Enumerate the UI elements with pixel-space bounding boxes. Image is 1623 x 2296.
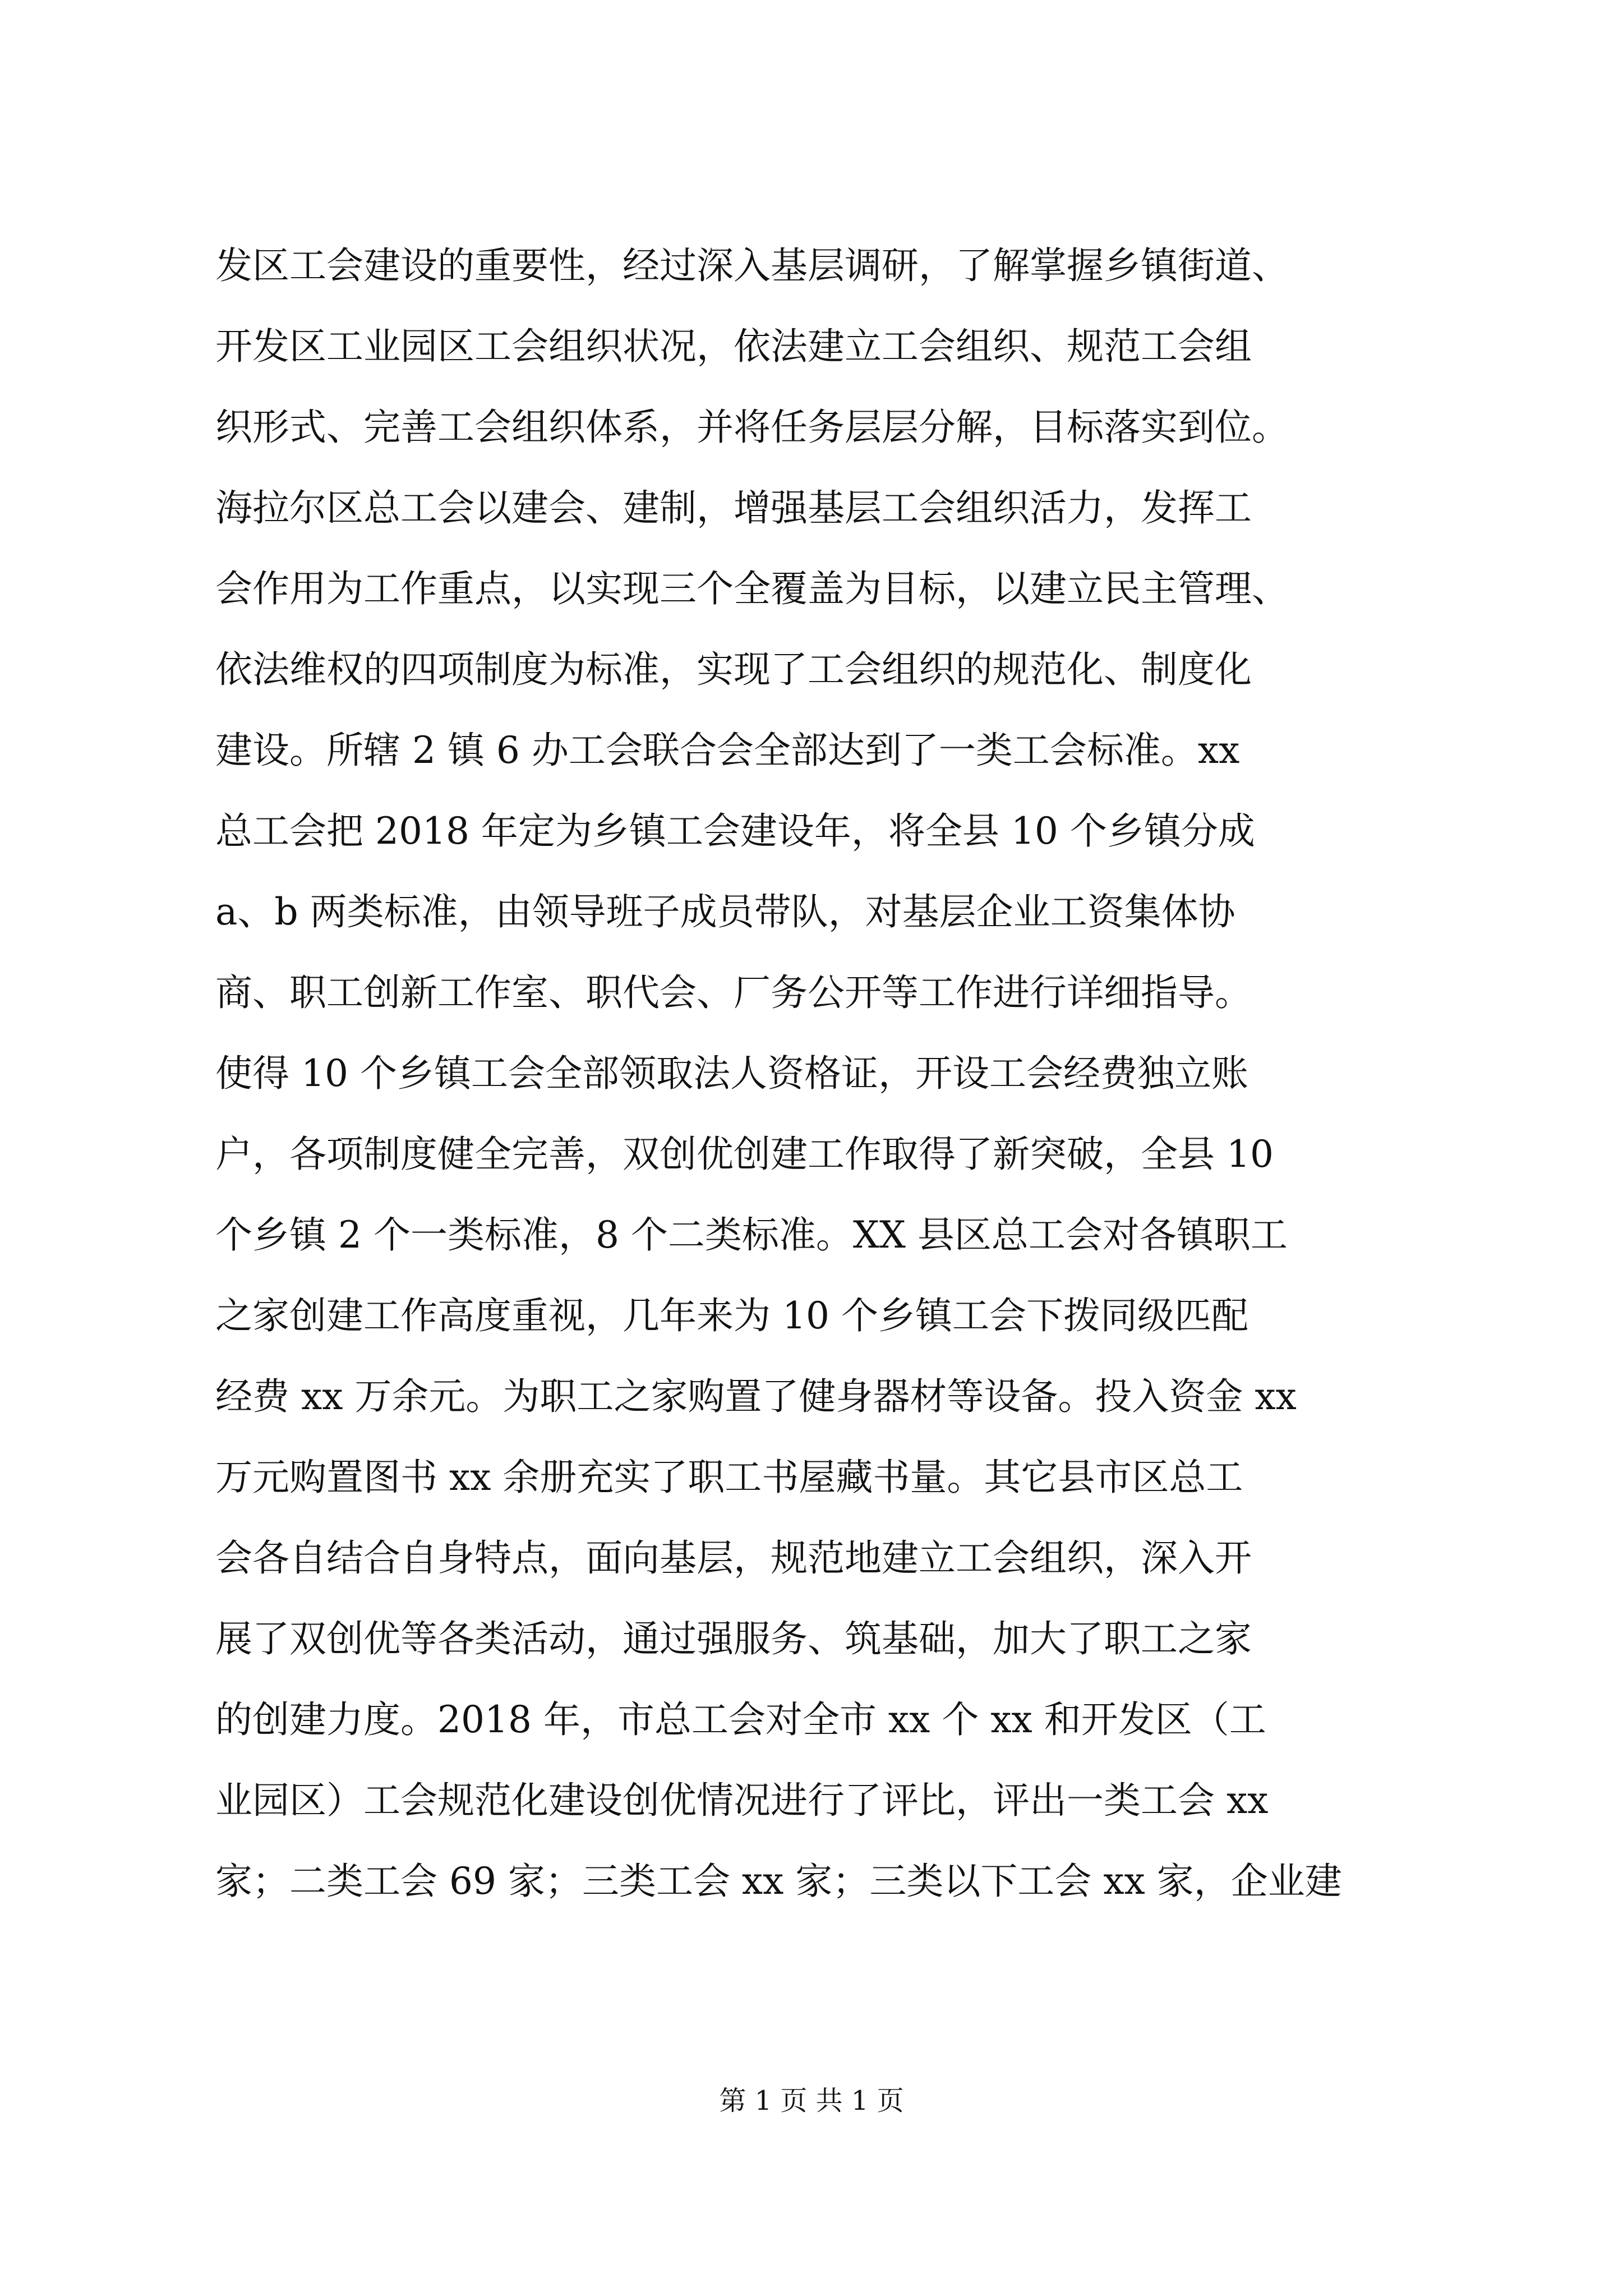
text-line: 家；二类工会 69 家；三类工会 xx 家；三类以下工会 xx 家，企业建 [215,1860,1342,1903]
text-line: 户，各项制度健全完善，双创优创建工作取得了新突破，全县 10 [215,1133,1274,1176]
text-line: 建设。所辖 2 镇 6 办工会联合会全部达到了一类工会标准。xx [215,729,1240,772]
text-line: 个乡镇 2 个一类标准，8 个二类标准。XX 县区总工会对各镇职工 [215,1213,1288,1257]
text-line: 织形式、完善工会组织体系，并将任务层层分解，目标落实到位。 [215,406,1289,449]
text-line: 发区工会建设的重要性，经过深入基层调研，了解掌握乡镇街道、 [215,244,1289,287]
text-line: 万元购置图书 xx 余册充实了职工书屋藏书量。其它县市区总工 [215,1456,1243,1499]
text-line: 经费 xx 万余元。为职工之家购置了健身器材等设备。投入资金 xx [215,1375,1297,1418]
page-footer [0,2081,1623,2120]
text-line: 总工会把 2018 年定为乡镇工会建设年，将全县 10 个乡镇分成 [215,809,1255,853]
text-line: 会作用为工作重点，以实现三个全覆盖为目标，以建立民主管理、 [215,567,1289,610]
body-text [215,226,1415,1922]
page-number: 第 1 页 共 1 页 [719,2085,904,2116]
text-line: 的创建力度。2018 年，市总工会对全市 xx 个 xx 和开发区（工 [215,1698,1266,1741]
text-line: 业园区）工会规范化建设创优情况进行了评比，评出一类工会 xx [215,1779,1269,1822]
text-line: 开发区工业园区工会组织状况，依法建立工会组织、规范工会组 [215,325,1252,368]
text-line: 商、职工创新工作室、职代会、厂务公开等工作进行详细指导。 [215,971,1252,1014]
text-line: 之家创建工作高度重视，几年来为 10 个乡镇工会下拨同级匹配 [215,1294,1248,1337]
text-line: 会各自结合自身特点，面向基层，规范地建立工会组织，深入开 [215,1536,1252,1580]
text-line: 展了双创优等各类活动，通过强服务、筑基础，加大了职工之家 [215,1617,1252,1660]
text-line: 依法维权的四项制度为标准，实现了工会组织的规范化、制度化 [215,648,1252,691]
text-line: a、b 两类标准，由领导班子成员带队，对基层企业工资集体协 [215,890,1235,933]
text-line: 海拉尔区总工会以建会、建制，增强基层工会组织活力，发挥工 [215,486,1252,530]
text-line: 使得 10 个乡镇工会全部领取法人资格证，开设工会经费独立账 [215,1052,1248,1095]
